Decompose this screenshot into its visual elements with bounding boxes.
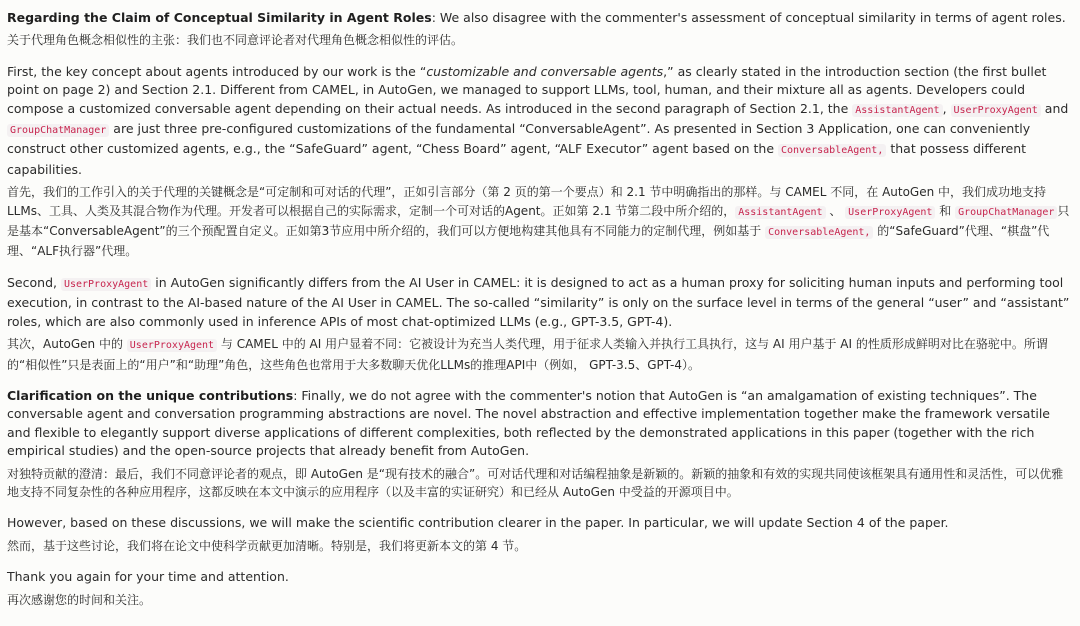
- paragraph-2-en: First, the key concept about agents introduced by our work is the “customizable and conversable agents,” as clearly stated in the introduction section (the first bullet point on page 2) and Section 2.1. Different from CAMEL, in AutoGen, we managed to support LLMs, tool, human, and their mixture all as agents. Developers could compose a customized conversable agent depending on their actual needs. As introduced in the second paragraph of Section 2.1, the AssistantAgent , UserProxyAgent and GroupChatManager are just three pre-configured customizations of the fundamental “ConversableAgent”. As presented in Section 3 Application, one can conveniently construct other customized agents, e.g., the “SafeGuard” agent, “Chess Board” agent, “ALF Executor” agent based on the ConversableAgent, that possess different capabilities.: [7, 63, 1069, 177]
- paragraph-2-zh: 首先，我们的工作引入的关于代理的关键概念是“可定制和可对话的代理”，正如引言部分（第 2 页的第一个要点）和 2.1 节中明确指出的那样。与 CAMEL 不同，在 AutoGen 中，我们成功地支持LLMs、工具、人类及其混合物作为代理。开发者可以根据自己的实际需求，定制一个可对话的Agent。正如第 2.1 节第二段中所介绍的， AssistantAgent 、 UserProxyAgent 和 GroupChatManager 只是基本“ConversableAgent”的三个预配置自定义。正如第3节应用中所介绍的，我们可以方便地构建其他具有不同能力的定制代理，例如基于 ConversableAgent, 的“SafeGuard”代理、“棋盘”代理、“ALF执行器”代理。: [7, 185, 1070, 259]
- code-conversable-agent: ConversableAgent,: [778, 144, 886, 157]
- code-group-chat-manager: GroupChatManager: [7, 124, 109, 137]
- paragraph-6-en: Thank you again for your time and attention.: [7, 569, 289, 585]
- code-user-proxy-agent: UserProxyAgent: [845, 206, 935, 219]
- code-user-proxy-agent: UserProxyAgent: [951, 104, 1041, 117]
- paragraph-4-zh: 对独特贡献的澄清：最后，我们不同意评论者的观点，即 AutoGen 是“现有技术的融合”。可对话代理和对话编程抽象是新颖的。新颖的抽象和有效的实现共同使该框架具有通用性和灵活性，可以优雅地支持不同复杂性的各种应用程序，这都反映在本文中演示的应用程序（以及丰富的实证研究）和已经从 AutoGen 中受益的开源项目中。: [7, 466, 1064, 499]
- section-heading-contributions: Clarification on the unique contributions: [7, 387, 294, 403]
- paragraph-5-en: However, based on these discussions, we will make the scientific contribution clearer in the paper. In particular, we will update Section 4 of the paper.: [7, 515, 949, 531]
- code-assistant-agent: AssistantAgent: [735, 206, 825, 219]
- paragraph-4-en: Clarification on the unique contributions: Finally, we do not agree with the commenter's notion that AutoGen is “an amalgamation of existing techniques”. The conversable agent and conversation programming abstractions are novel. The novel abstraction and effective implementation together make the framework versatile and flexible to elegantly support diverse applications of different complexities, both reflected by the demonstrated applications in this paper (together with the rich empirical studies) and the open-source projects that already benefit from AutoGen.: [7, 387, 1050, 459]
- paragraph-6-zh: 再次感谢您的时间和关注。: [7, 592, 152, 607]
- code-group-chat-manager: GroupChatManager: [955, 206, 1057, 219]
- code-user-proxy-agent: UserProxyAgent: [127, 339, 217, 352]
- paragraph-3-zh: 其次，AutoGen 中的 UserProxyAgent 与 CAMEL 中的 AI 用户显着不同：它被设计为充当人类代理，用于征求人类输入并执行工具执行，这与 AI 用户基于 AI 的性质形成鲜明对比在骆驼中。所谓的“相似性”只是表面上的“用户”和“助理”角色，这些角色也常用于大多数聊天优化LLMs的推理API中（例如， GPT-3.5、GPT-4）。: [7, 337, 1048, 372]
- code-user-proxy-agent: UserProxyAgent: [61, 278, 151, 291]
- paragraph-1-en: Regarding the Claim of Conceptual Similarity in Agent Roles: We also disagree with the commenter's assessment of conceptual similarity in terms of agent roles.: [7, 10, 1066, 25]
- paragraph-5-zh: 然而，基于这些讨论，我们将在论文中使科学贡献更加清晰。特别是，我们将更新本文的第 4 节。: [7, 538, 527, 553]
- section-heading-agent-roles: Regarding the Claim of Conceptual Similarity in Agent Roles: [7, 10, 432, 25]
- code-conversable-agent: ConversableAgent,: [765, 226, 873, 239]
- paragraph-3-en: Second, UserProxyAgent in AutoGen significantly differs from the AI User in CAMEL: it is designed to act as a human proxy for soliciting human inputs and performing tool execution, in contrast to the AI-based nature of the AI User in CAMEL. The so-called “similarity” is only on the surface level in terms of the general “user” and “assistant” roles, which are also commonly used in inference APIs of most chat-optimized LLMs (e.g., GPT-3.5, GPT-4).: [7, 274, 1070, 329]
- paragraph-1-zh: 关于代理角色概念相似性的主张：我们也不同意评论者对代理角色概念相似性的评估。: [7, 33, 464, 48]
- code-assistant-agent: AssistantAgent: [852, 104, 942, 117]
